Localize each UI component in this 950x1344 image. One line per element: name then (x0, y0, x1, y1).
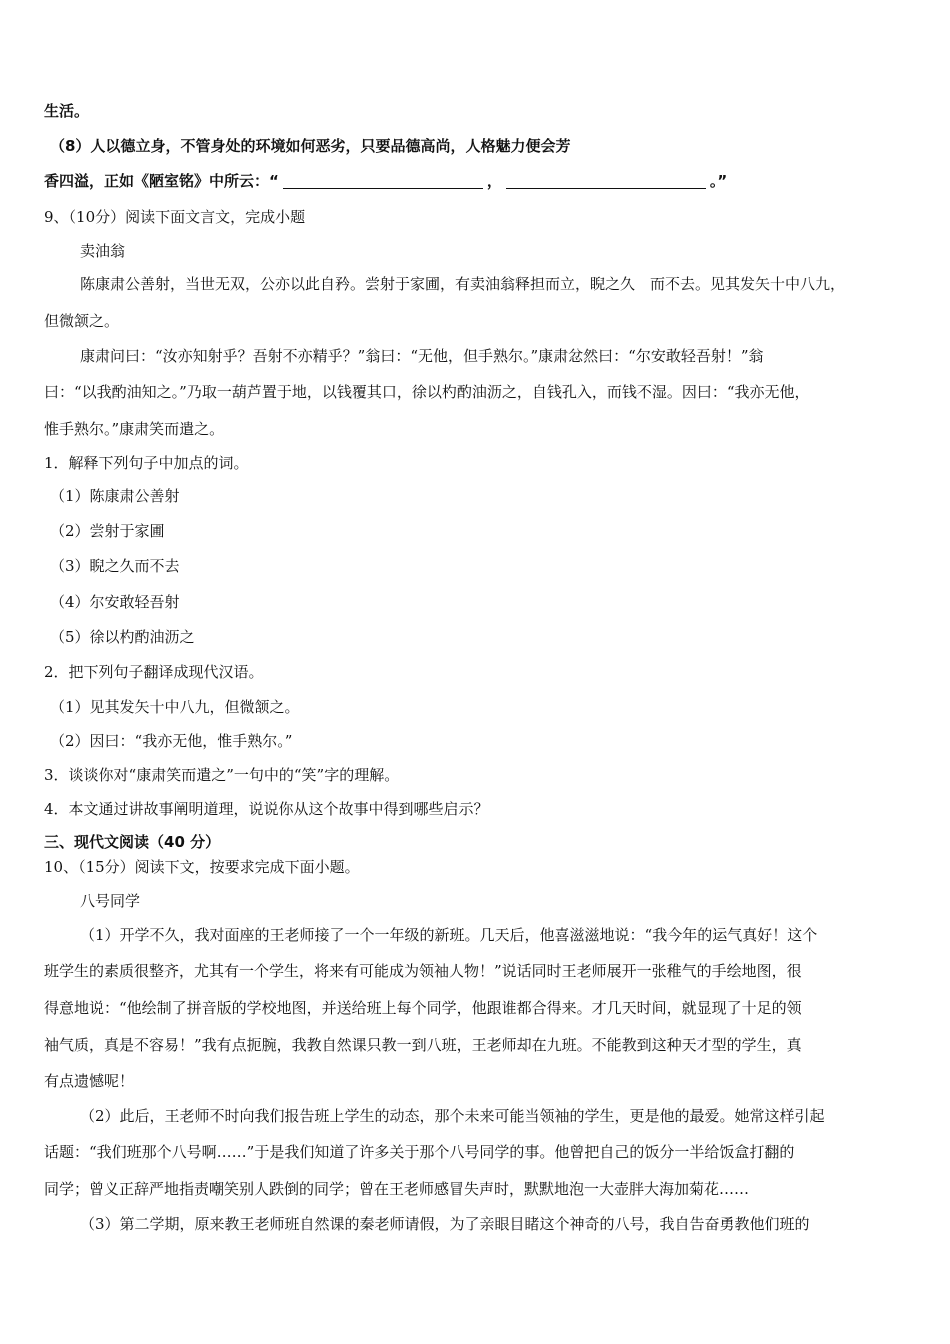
sub-question-item: （2）尝射于家圃 (50, 522, 165, 540)
passage-line: 袖气质，真是不容易！”我有点扼腕，我教自然课只教一到八班，王老师却在九班。不能教到这种天才型的学生，真 (44, 1036, 802, 1054)
sub-question: 1．解释下列句子中加点的词。 (44, 454, 249, 472)
passage-line: （2）此后，王老师不时向我们报告班上学生的动态，那个未来可能当领袖的学生，更是他的最爱。她常这样引起 (80, 1107, 825, 1125)
text-line: 。” (709, 172, 728, 190)
passage-line: 但微颔之。 (44, 312, 120, 330)
question-heading: 9、（10分）阅读下面文言文，完成小题 (44, 208, 306, 226)
answer-blank (283, 174, 483, 189)
question-heading: 10、（15分）阅读下文，按要求完成下面小题。 (44, 858, 360, 876)
passage-line: 同学；曾义正辞严地指责嘲笑别人跌倒的同学；曾在王老师感冒失声时，默默地泡一大壶胖大海加菊花…… (44, 1180, 750, 1198)
passage-line: 曰：“以我酌油知之。”乃取一葫芦置于地，以钱覆其口，徐以杓酌油沥之，自钱孔入，而钱不湿。因曰：“我亦无他， (44, 383, 810, 401)
section-heading: 三、现代文阅读（40 分） (44, 833, 221, 851)
sub-question-item: （5）徐以杓酌油沥之 (50, 628, 195, 646)
passage-line: 得意地说：“他绘制了拼音版的学校地图，并送给班上每个同学，他跟谁都合得来。才几天时间，就显现了十足的领 (44, 999, 802, 1017)
passage-line: 班学生的素质很整齐，尤其有一个学生，将来有可能成为领袖人物！”说话同时王老师展开一张稚气的手绘地图，很 (44, 962, 802, 980)
text-line: （8）人以德立身，不管身处的环境如何恶劣，只要品德高尚，人格魅力便会芳 (50, 137, 571, 155)
sub-question: 2．把下列句子翻译成现代汉语。 (44, 663, 264, 681)
passage-line: （1）开学不久，我对面座的王老师接了一个一年级的新班。几天后，他喜滋滋地说：“我今年的运气真好！这个 (80, 926, 818, 944)
text-line: ， (486, 172, 502, 190)
fill-in-line (44, 171, 727, 191)
passage-line: 惟手熟尔。”康肃笑而遣之。 (44, 420, 225, 438)
sub-question-item: （1）陈康肃公善射 (50, 487, 180, 505)
passage-title: 八号同学 (80, 892, 141, 910)
text-line: 香四溢，正如《陋室铭》中所云：“ (44, 172, 279, 190)
passage-line: 有点遗憾呢！ (44, 1072, 135, 1090)
sub-question-item: （2）因曰：“我亦无他，惟手熟尔。” (50, 732, 293, 750)
text-line: 生活。 (44, 102, 90, 120)
answer-blank (506, 174, 706, 189)
sub-question: 3．谈谈你对“康肃笑而遣之”一句中的“笑”字的理解。 (44, 766, 400, 784)
passage-line: 康肃问曰：“汝亦知射乎？吾射不亦精乎？”翁曰：“无他，但手熟尔。”康肃忿然曰：“尔安敢轻吾射！”翁 (80, 347, 764, 365)
passage-line: 话题：“我们班那个八号啊……”于是我们知道了许多关于那个八号同学的事。他曾把自己的饭分一半给饭盒打翻的 (44, 1143, 795, 1161)
sub-question-item: （1）见其发矢十中八九，但微颔之。 (50, 698, 300, 716)
passage-line: 陈康肃公善射，当世无双，公亦以此自矜。尝射于家圃，有卖油翁释担而立，睨之久 而不去。见其发矢十中八九， (80, 275, 846, 293)
sub-question: 4．本文通过讲故事阐明道理，说说你从这个故事中得到哪些启示？ (44, 800, 489, 818)
sub-question-item: （3）睨之久而不去 (50, 557, 180, 575)
passage-title: 卖油翁 (80, 242, 126, 260)
passage-line: （3）第二学期，原来教王老师班自然课的秦老师请假，为了亲眼目睹这个神奇的八号，我自告奋勇教他们班的 (80, 1215, 810, 1233)
sub-question-item: （4）尔安敢轻吾射 (50, 593, 180, 611)
